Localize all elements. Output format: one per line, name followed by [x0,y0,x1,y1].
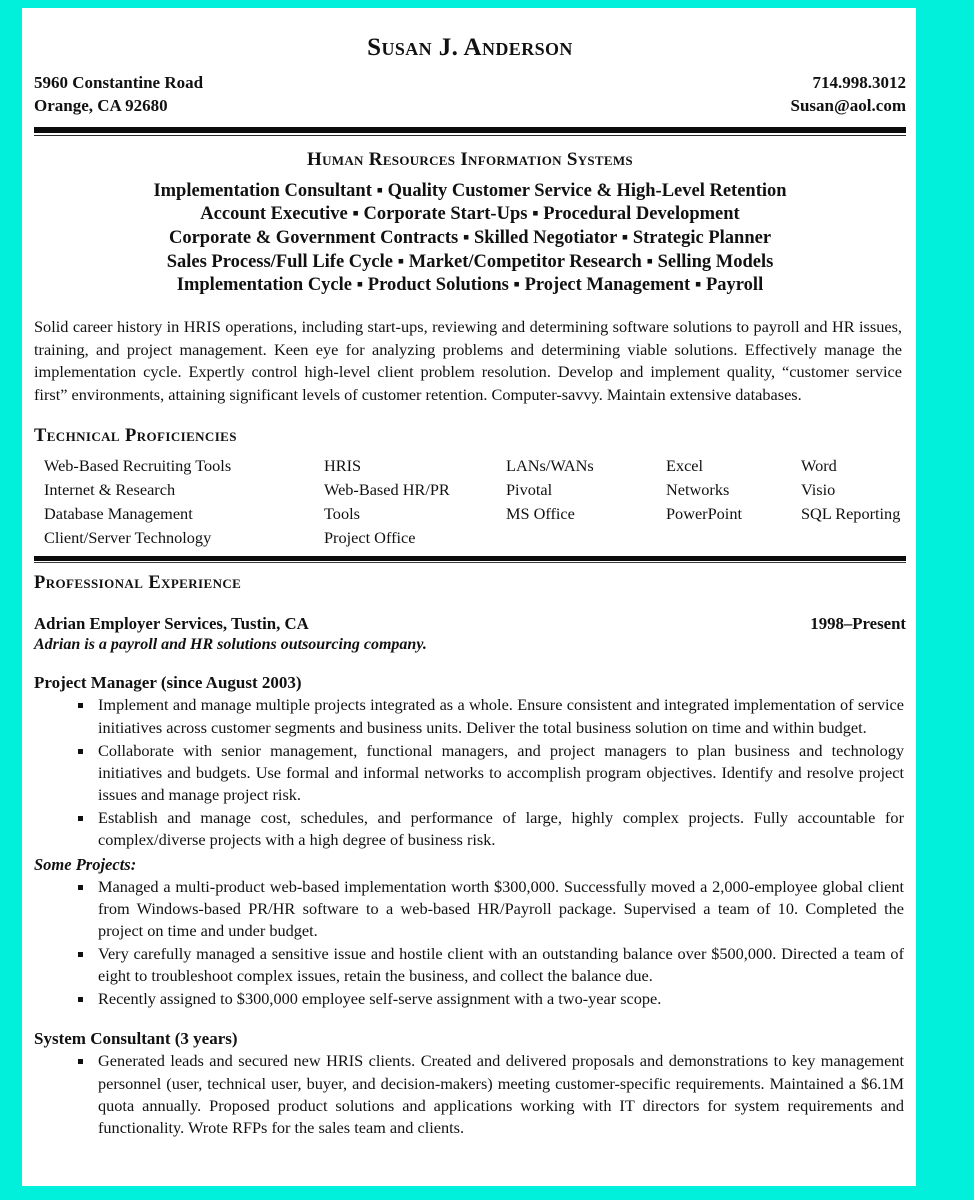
bullet-item: Implement and manage multiple projects integrated as a whole. Ensure consistent and integrated implementation of service initiatives across customer segments and business units. Deliver the total business solution on time and within budget. [34,694,904,738]
address-line-1: 5960 Constantine Road [34,73,204,92]
some-projects-label: Some Projects: [34,854,137,874]
section-heading-technical-proficiencies: Technical Proficiencies [34,426,237,447]
headline-title: Human Resources Information Systems [307,148,633,170]
headline-line: Account Executive ▪ Corporate Start-Ups ▪ Procedural Development [200,204,740,225]
headline-line: Implementation Consultant ▪ Quality Customer Service & High-Level Retention [153,180,787,201]
skill-item: Pivotal [506,480,553,500]
skill-item: HRIS [324,456,362,476]
headline-block [34,149,906,298]
section-heading-professional-experience: Professional Experience [34,573,242,594]
skills-divider-rule [34,556,906,563]
skill-item: SQL Reporting [801,504,901,524]
skill-item: Excel [666,456,704,476]
skill-item: Word [801,456,837,476]
contact-phone-email [791,72,906,118]
email-address[interactable]: Susan@aol.com [790,95,906,115]
technical-proficiencies-grid [34,454,906,550]
skills-column-2 [324,454,506,550]
role-bullet-list [34,694,906,851]
phone-number: 714.998.3012 [812,73,906,92]
resume-page [22,8,916,1186]
bullet-item: Managed a multi-product web-based implementation worth $300,000. Successfully moved a 2,000-employee global client from Windows-based PR/HR software to a web-based HR/Payroll package. Supervised a team of 10. Completed the project on time and under budget. [34,876,904,942]
bullet-item: Generated leads and secured new HRIS clients. Created and delivered proposals and demonstrations to key management personnel (user, technical user, buyer, and decision-makers) meeting customer-specific requirements. Maintained a $6.1M quota annually. Proposed product solutions and applications working with IT directors for system requirements and functionality. Wrote RFPs for the sales team and clients. [34,1050,904,1139]
skills-column-4 [666,454,801,550]
bullet-item: Establish and manage cost, schedules, and performance of large, highly complex projects. Fully accountable for complex/diverse projects with a high degree of business risk. [34,807,904,851]
bullet-item: Recently assigned to $300,000 employee self-serve assignment with a two-year scope. [34,988,904,1010]
skill-item: Tools [324,504,360,524]
headline-keyword-lines [34,180,906,298]
candidate-name: Susan J. Anderson [367,34,573,61]
employer-name: Adrian Employer Services, Tustin, CA [34,614,309,634]
employer-description: Adrian is a payroll and HR solutions outsourcing company. [34,636,427,654]
skill-item: Networks [666,480,730,500]
skill-item: Web-Based HR/PR [324,480,450,500]
bullet-item: Collaborate with senior management, functional managers, and project managers to plan business and technology initiatives and budgets. Use formal and informal networks to accomplish program objectives. Identify and resolve project issues and manage project risk. [34,740,904,806]
contact-info [34,72,906,118]
contact-address [34,72,203,118]
role-title: System Consultant (3 years) [34,1029,238,1049]
employer-header [34,614,906,634]
role-bullet-list [34,1050,906,1139]
skill-item: Web-Based Recruiting Tools [44,456,232,476]
skill-item: Internet & Research [44,480,176,500]
skill-item: Visio [801,480,836,500]
skill-item: Database Management [44,504,193,524]
headline-line: Corporate & Government Contracts ▪ Skilled Negotiator ▪ Strategic Planner [168,228,772,249]
skill-item: LANs/WANs [506,456,594,476]
headline-line: Implementation Cycle ▪ Product Solutions ▪ Project Management ▪ Payroll [176,275,764,296]
employer-dates: 1998–Present [810,614,906,634]
header-divider-rule [34,127,906,136]
resume-content [22,35,916,1139]
bullet-item: Very carefully managed a sensitive issue and hostile client with an outstanding balance over $500,000. Directed a team of eight to troubleshoot complex issues, retain the business, and collect the balance due. [34,943,904,987]
projects-bullet-list [34,876,906,1011]
skills-column-5 [801,454,906,550]
skills-column-3 [506,454,666,550]
skill-item: MS Office [506,504,575,524]
role-title: Project Manager (since August 2003) [34,673,302,693]
headline-line: Sales Process/Full Life Cycle ▪ Market/Competitor Research ▪ Selling Models [166,251,774,272]
skill-item: PowerPoint [666,504,742,524]
skill-item: Project Office [324,528,416,548]
address-line-2: Orange, CA 92680 [34,95,168,115]
skills-column-1 [44,454,324,550]
professional-summary: Solid career history in HRIS operations, including start-ups, reviewing and determining software solutions to payroll and HR issues, training, and project management. Keen eye for analyzing problems and determining viable solutions. Effectively manage the implementation cycle. Expertly control high-level client problem resolution. Develop and implement quality, “customer service first” environments, attaining significant levels of customer retention. Computer-savvy. Maintain extensive databases. [34,317,902,404]
skill-item: Client/Server Technology [44,528,212,548]
